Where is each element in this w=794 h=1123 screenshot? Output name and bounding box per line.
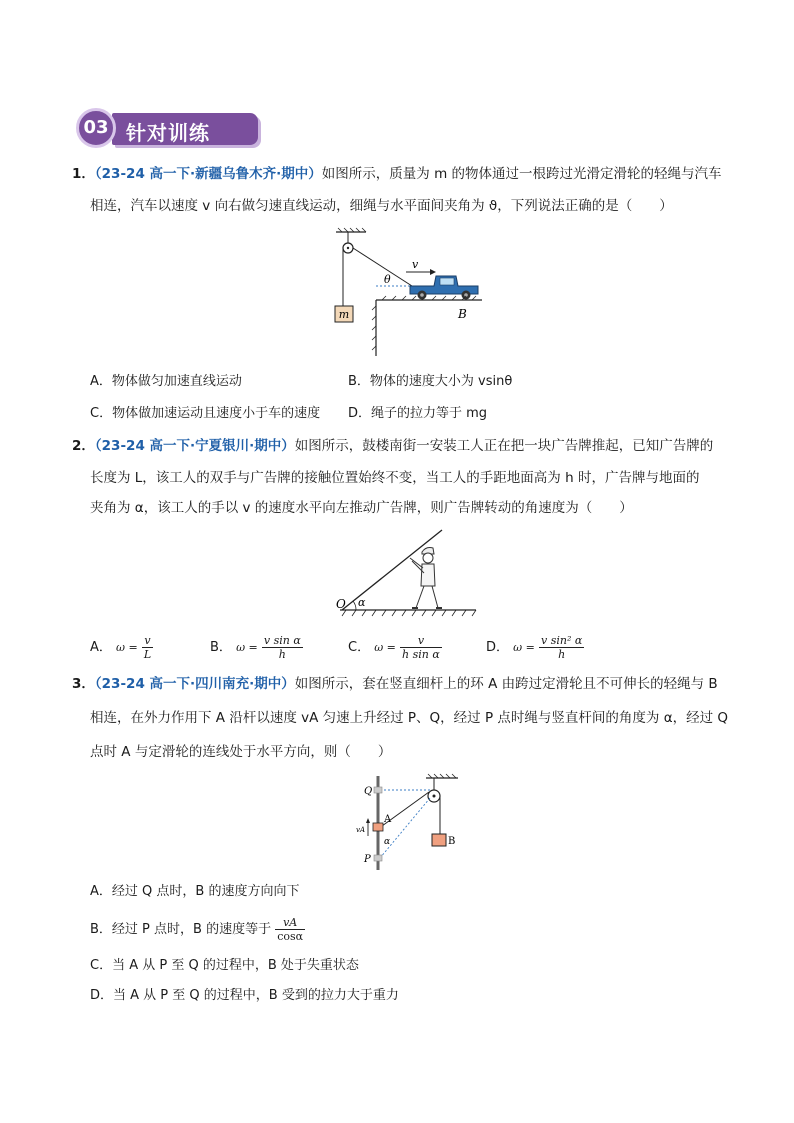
q2-option-b-lhs: ω = [236, 641, 258, 654]
q1-option-a[interactable]: A．物体做匀加速直线运动 [90, 374, 242, 389]
q3-option-a[interactable]: A．经过 Q 点时，B 的速度方向向下 [90, 884, 300, 899]
q3-source: （23-24 高一下·四川南充·期中） [94, 676, 295, 692]
q2-worker [410, 548, 442, 609]
q3-text1: 如图所示，套在竖直细杆上的环 A 由跨过定滑轮且不可伸长的轻绳与 B [294, 676, 718, 692]
q2-option-d-fraction [539, 634, 584, 661]
q2-text3: 夹角为 α，该工人的手以 v 的速度水平向左推动广告牌，则广告牌转动的角速度为（ ） [90, 500, 633, 516]
q3-option-b-fraction [275, 916, 305, 943]
q1-label-theta: θ [384, 273, 391, 286]
q2-option-c-denominator: h sin α [402, 648, 440, 661]
q2-option-a-fraction [142, 634, 153, 661]
q1-truck [410, 276, 478, 300]
q2-option-c[interactable] [348, 634, 442, 661]
q2-source: （23-24 高一下·宁夏银川·期中） [94, 438, 295, 454]
q2-option-c-prefix: C． [348, 640, 371, 655]
q3-number: 3． [72, 676, 95, 692]
q3-figure [354, 772, 464, 874]
q3-label-B: B [448, 836, 456, 847]
q1-option-b[interactable]: B．物体的速度大小为 vsinθ [348, 374, 513, 389]
q3-option-b-numerator: vA [275, 916, 305, 930]
q1-text1: 如图所示，质量为 m 的物体通过一根跨过光滑定滑轮的轻绳与汽车 [321, 166, 722, 182]
q3-option-b-text: B．经过 P 点时，B 的速度等于 [90, 922, 272, 937]
q1-label-v: v [412, 258, 419, 271]
q2-option-a-numerator: v [142, 634, 153, 648]
q2-option-c-fraction [400, 634, 442, 661]
q3-label-Q: Q [364, 786, 373, 797]
q3-option-c[interactable]: C．当 A 从 P 至 Q 的过程中，B 处于失重状态 [90, 958, 359, 973]
q2-option-a-denominator: L [143, 648, 152, 661]
q3-option-b[interactable] [90, 916, 305, 943]
section-title: 针对训练 [126, 121, 210, 145]
q1-number: 1． [72, 166, 95, 182]
q1-label-B: B [458, 307, 467, 321]
q3-option-b-denominator: cosα [277, 930, 304, 943]
q2-number: 2． [72, 438, 95, 454]
section-number: 03 [76, 108, 116, 148]
q2-option-d-denominator: h [558, 648, 566, 661]
q3-label-vA: vA [356, 826, 366, 834]
q3-text3: 点时 A 与定滑轮的连线处于水平方向，则（ ） [90, 744, 392, 760]
q2-option-b[interactable] [210, 634, 303, 661]
q2-text2: 长度为 L，该工人的双手与广告牌的接触位置始终不变，当工人的手距地面高为 h 时，广告牌与地面的 [90, 470, 700, 486]
q2-option-b-fraction [262, 634, 303, 661]
q1-line1 [72, 164, 722, 184]
q2-label-alpha: α [358, 596, 366, 609]
q1-option-c[interactable]: C．物体做加速运动且速度小于车的速度 [90, 406, 321, 421]
q1-label-m: m [338, 308, 350, 321]
q2-option-d[interactable] [486, 634, 584, 661]
q2-label-O: O [336, 597, 346, 611]
q1-option-d[interactable]: D．绳子的拉力等于 mg [348, 406, 488, 421]
q1-source: （23-24 高一下·新疆乌鲁木齐·期中） [94, 166, 322, 182]
q2-option-b-prefix: B． [210, 640, 232, 655]
q3-label-P: P [364, 854, 371, 865]
q2-option-c-lhs: ω = [374, 641, 396, 654]
q2-option-d-numerator: v sin² α [540, 634, 583, 647]
q3-option-d[interactable]: D．当 A 从 P 至 Q 的过程中，B 受到的拉力大于重力 [90, 988, 399, 1003]
q1-text2: 相连，汽车以速度 v 向右做匀速直线运动，细绳与水平面间夹角为 ϑ，下列说法正确的是（ ） [90, 198, 673, 214]
q2-line1 [72, 436, 713, 456]
q1-figure [326, 226, 486, 360]
q2-option-c-numerator: v [400, 634, 442, 648]
q3-label-alpha: α [384, 837, 391, 847]
q3-line1 [72, 674, 718, 694]
q2-option-b-denominator: h [278, 648, 286, 661]
q2-text1: 如图所示，鼓楼南街一安装工人正在把一块广告牌推起，已知广告牌的 [294, 438, 714, 454]
q2-option-a-lhs: ω = [116, 641, 138, 654]
q2-option-a-prefix: A． [90, 640, 112, 655]
section-header [76, 108, 262, 152]
q2-figure [334, 528, 480, 620]
q2-option-d-lhs: ω = [513, 641, 535, 654]
q3-block-B [432, 834, 446, 846]
q2-option-b-numerator: v sin α [263, 634, 301, 647]
q2-option-d-prefix: D． [486, 640, 510, 655]
q2-option-a[interactable] [90, 634, 153, 661]
q3-ring-A [373, 823, 383, 831]
q3-text2: 相连，在外力作用下 A 沿杆以速度 vA 匀速上升经过 P、Q，经过 P 点时绳与竖直杆间的角度为 α，经过 Q [90, 710, 729, 726]
q3-label-A: A [384, 814, 392, 825]
